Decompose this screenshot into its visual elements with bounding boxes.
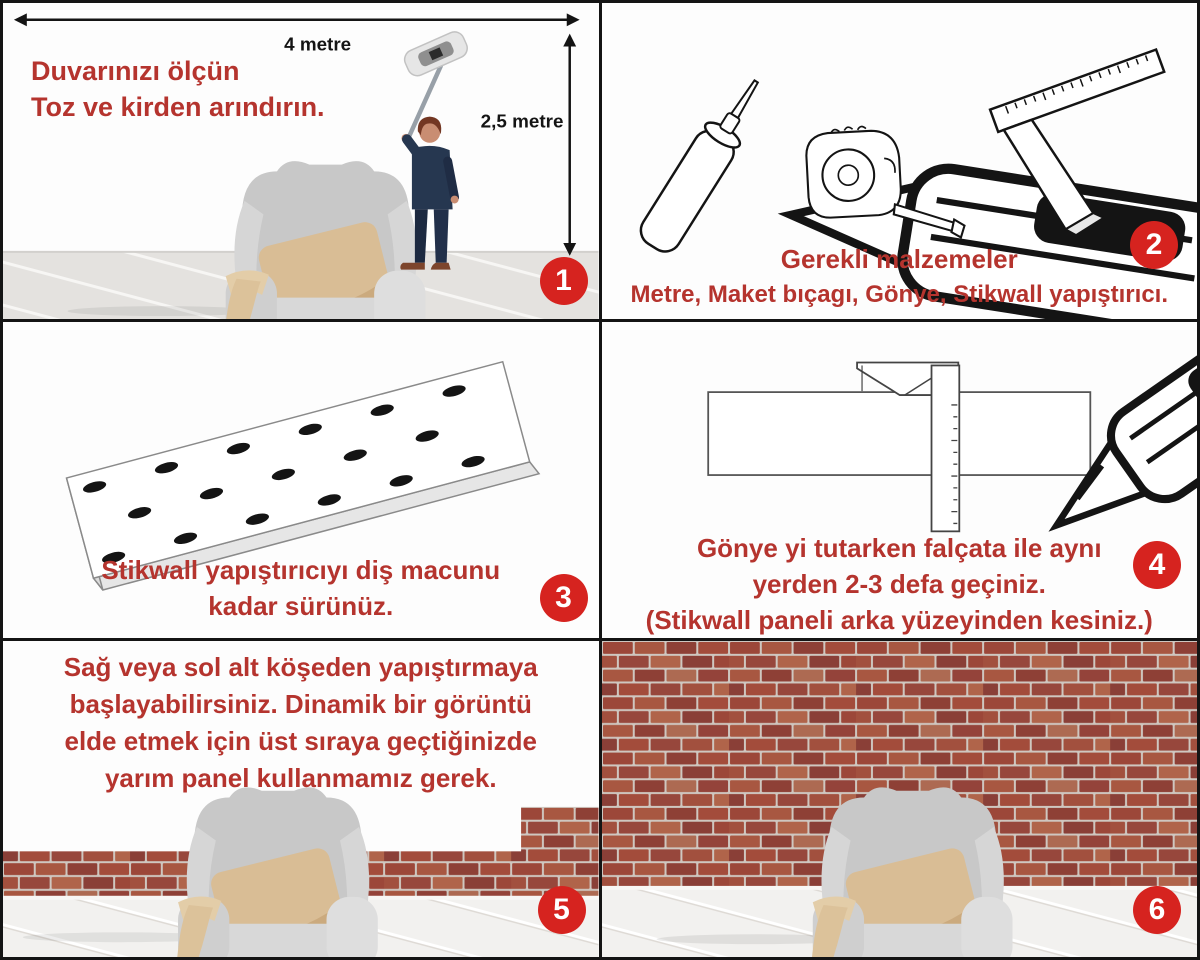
armchair-illustration — [204, 161, 425, 319]
panel4-caption — [602, 530, 1198, 638]
mop-icon — [401, 29, 470, 79]
wall-panel-outline — [708, 392, 1090, 475]
width-label: 4 metre — [284, 33, 352, 55]
panel-step-5 — [3, 641, 599, 957]
panel-step-3 — [3, 322, 599, 638]
armchair-illustration — [156, 787, 377, 957]
caption-line: Sağ veya sol alt köşeden yapıştırmaya — [63, 652, 538, 682]
height-measure-arrow — [563, 34, 576, 256]
step-number-badge: 3 — [540, 574, 588, 622]
caption-line: elde etmek için üst sıraya geçtiğinizde — [64, 726, 537, 756]
panel2-caption — [602, 241, 1198, 313]
caption-line: başlayabilirsiniz. Dinamik bir görüntü — [69, 689, 532, 719]
panel5-caption — [3, 649, 599, 797]
step-number-badge: 1 — [540, 257, 588, 305]
panel-step-1 — [3, 3, 599, 319]
panel1-heading — [31, 53, 325, 125]
step-number-badge: 6 — [1133, 886, 1181, 934]
panel-step-4 — [602, 322, 1198, 638]
step-number-badge: 5 — [538, 886, 586, 934]
step-number-badge: 4 — [1133, 541, 1181, 589]
caption-line: (Stikwall paneli arka yüzeyinden kesiniz.) — [645, 605, 1153, 635]
panel-step-2 — [602, 3, 1198, 319]
caption-line: kadar sürünüz. — [208, 591, 394, 621]
caption-line: Metre, Maket bıçagı, Gönye, Stikwall yapıştırıcı. — [630, 281, 1168, 308]
heading-line: Duvarınızı ölçün — [31, 56, 240, 86]
panel-step-6 — [602, 641, 1198, 957]
caption-line: Stikwall yapıştırıcıyı diş macunu — [101, 555, 501, 585]
silicone-tube-icon — [634, 70, 773, 257]
heading-line: Toz ve kirden arındırın. — [31, 92, 325, 122]
caption-line: Gerekli malzemeler — [780, 244, 1018, 274]
height-label: 2,5 metre — [480, 110, 564, 132]
width-measure-arrow — [14, 13, 580, 26]
panel3-caption — [3, 552, 599, 624]
caption-line: yarım panel kullanmamız gerek. — [104, 763, 497, 793]
step-number-badge: 2 — [1130, 221, 1178, 269]
caption-line: yerden 2-3 defa geçiniz. — [752, 569, 1046, 599]
caption-line: Gönye yi tutarken falçata ile aynı — [696, 533, 1102, 563]
panel1-illustration — [3, 3, 599, 319]
panel6-illustration — [602, 641, 1198, 957]
